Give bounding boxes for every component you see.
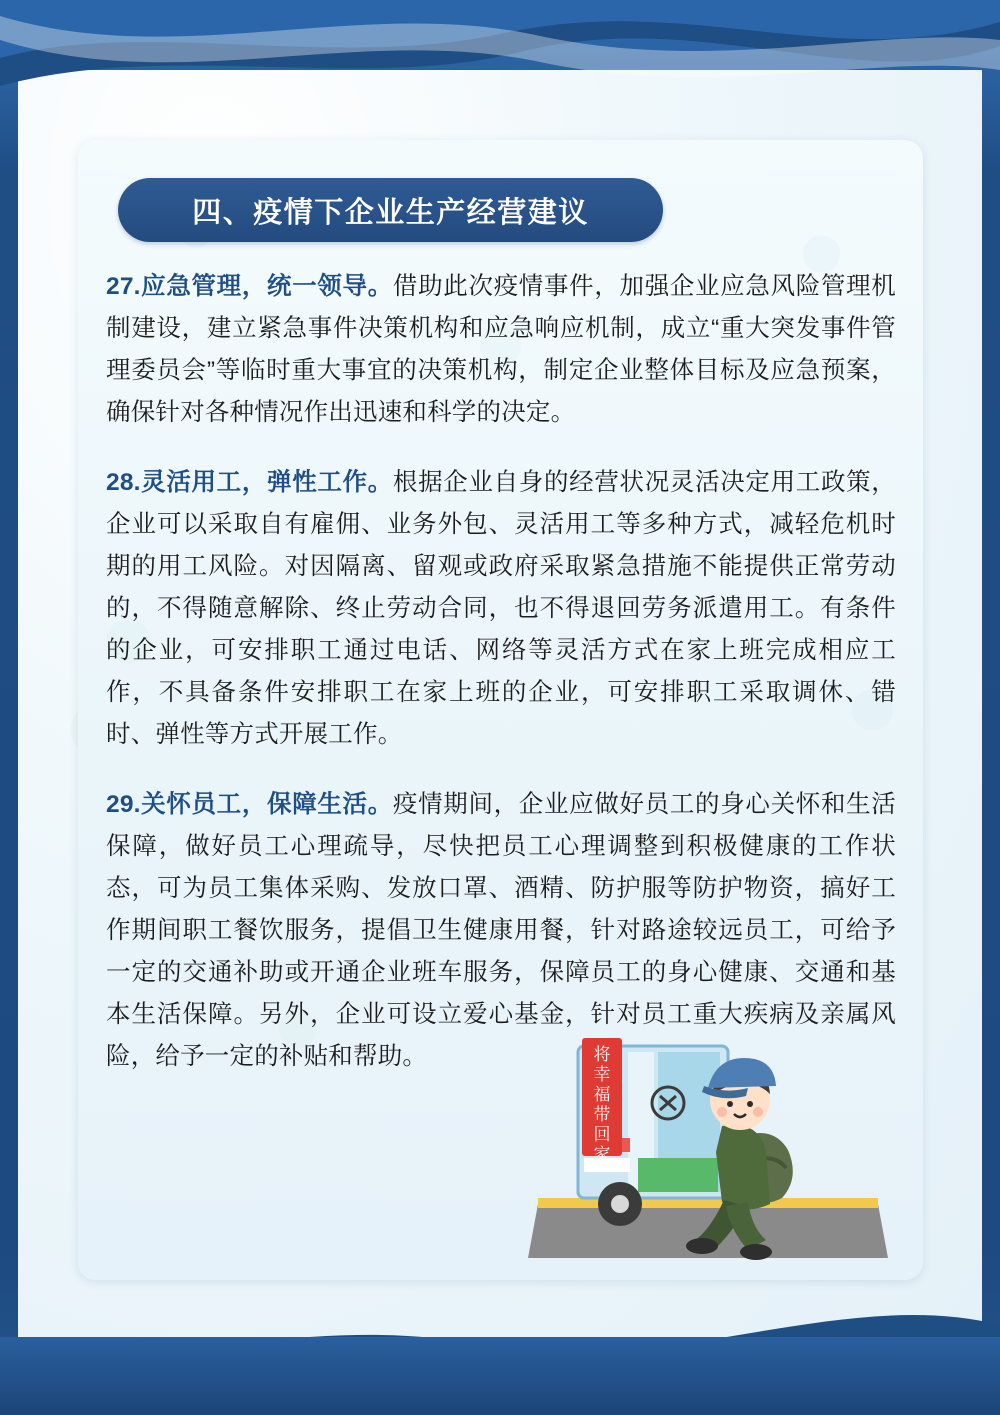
section-title-text: 四、疫情下企业生产经营建议: [192, 196, 589, 229]
section-title-pill: [118, 178, 663, 242]
cheek-right: [753, 1107, 763, 1117]
banner-char-2: 幸: [593, 1065, 611, 1084]
paragraph-item-27: [106, 266, 896, 434]
paragraph-lead-28: 28.灵活用工，弹性工作。: [106, 469, 393, 496]
banner-char-1: 将: [593, 1045, 611, 1064]
paragraph-body-29: 疫情期间，企业应做好员工的身心关怀和生活保障，做好员工心理疏导，尽快把员工心理调整到积极健康的工作状态，可为员工集体采购、发放口罩、酒精、防护服等防护物资，搞好工作期间职工餐饮服务，提倡卫生健康用餐，针对路途较远员工，可给予一定的交通补助或开通企业班车服务，保障员工的身心健康、交通和基本生活保障。另外，企业可设立爱心基金，针对员工重大疾病及亲属风险，给予一定的补贴和帮助。: [106, 791, 896, 1070]
shoe-right: [740, 1244, 772, 1260]
banner-char-5: 回: [593, 1125, 611, 1144]
paragraph-lead-27: 27.应急管理，统一领导。: [106, 273, 393, 300]
illustration-worker-and-truck: [508, 1008, 908, 1268]
paragraph-body-27: 借助此次疫情事件，加强企业应急风险管理机制建设，建立紧急事件决策机构和应急响应机制，成立“重大突发事件管理委员会”等临时重大事宜的决策机构，制定企业整体目标及应急预案，确保针对各种情况作出迅速和科学的决定。: [106, 273, 896, 426]
banner-char-4: 带: [593, 1105, 611, 1124]
truck-hubcap: [611, 1195, 629, 1213]
paragraph-item-28: [106, 462, 896, 756]
content-card: [78, 140, 923, 1280]
top-wave-decoration: [0, 0, 1000, 135]
banner-char-3: 福: [593, 1085, 611, 1104]
paragraph-lead-29: 29.关怀员工，保障生活。: [106, 791, 393, 818]
article-content: [106, 266, 896, 1078]
paragraph-body-28: 根据企业自身的经营状况灵活决定用工政策，企业可以采取自有雇佣、业务外包、灵活用工等多种方式，减轻危机时期的用工风险。对因隔离、留观或政府采取紧急措施不能提供正常劳动的，不得随意解除、终止劳动合同，也不得退回劳务派遣用工。有条件的企业，可安排职工通过电话、网络等灵活方式在家上班完成相应工作，不具备条件安排职工在家上班的企业，可安排职工采取调休、错时、弹性等方式开展工作。: [106, 469, 896, 748]
truck-stripe-green: [638, 1158, 718, 1192]
banner-char-6: 家: [593, 1145, 611, 1164]
shoe-left: [686, 1238, 718, 1254]
cheek-left: [717, 1107, 727, 1117]
eye-right: [747, 1101, 753, 1107]
footer-band: [0, 1337, 1000, 1415]
eye-left: [727, 1101, 733, 1107]
